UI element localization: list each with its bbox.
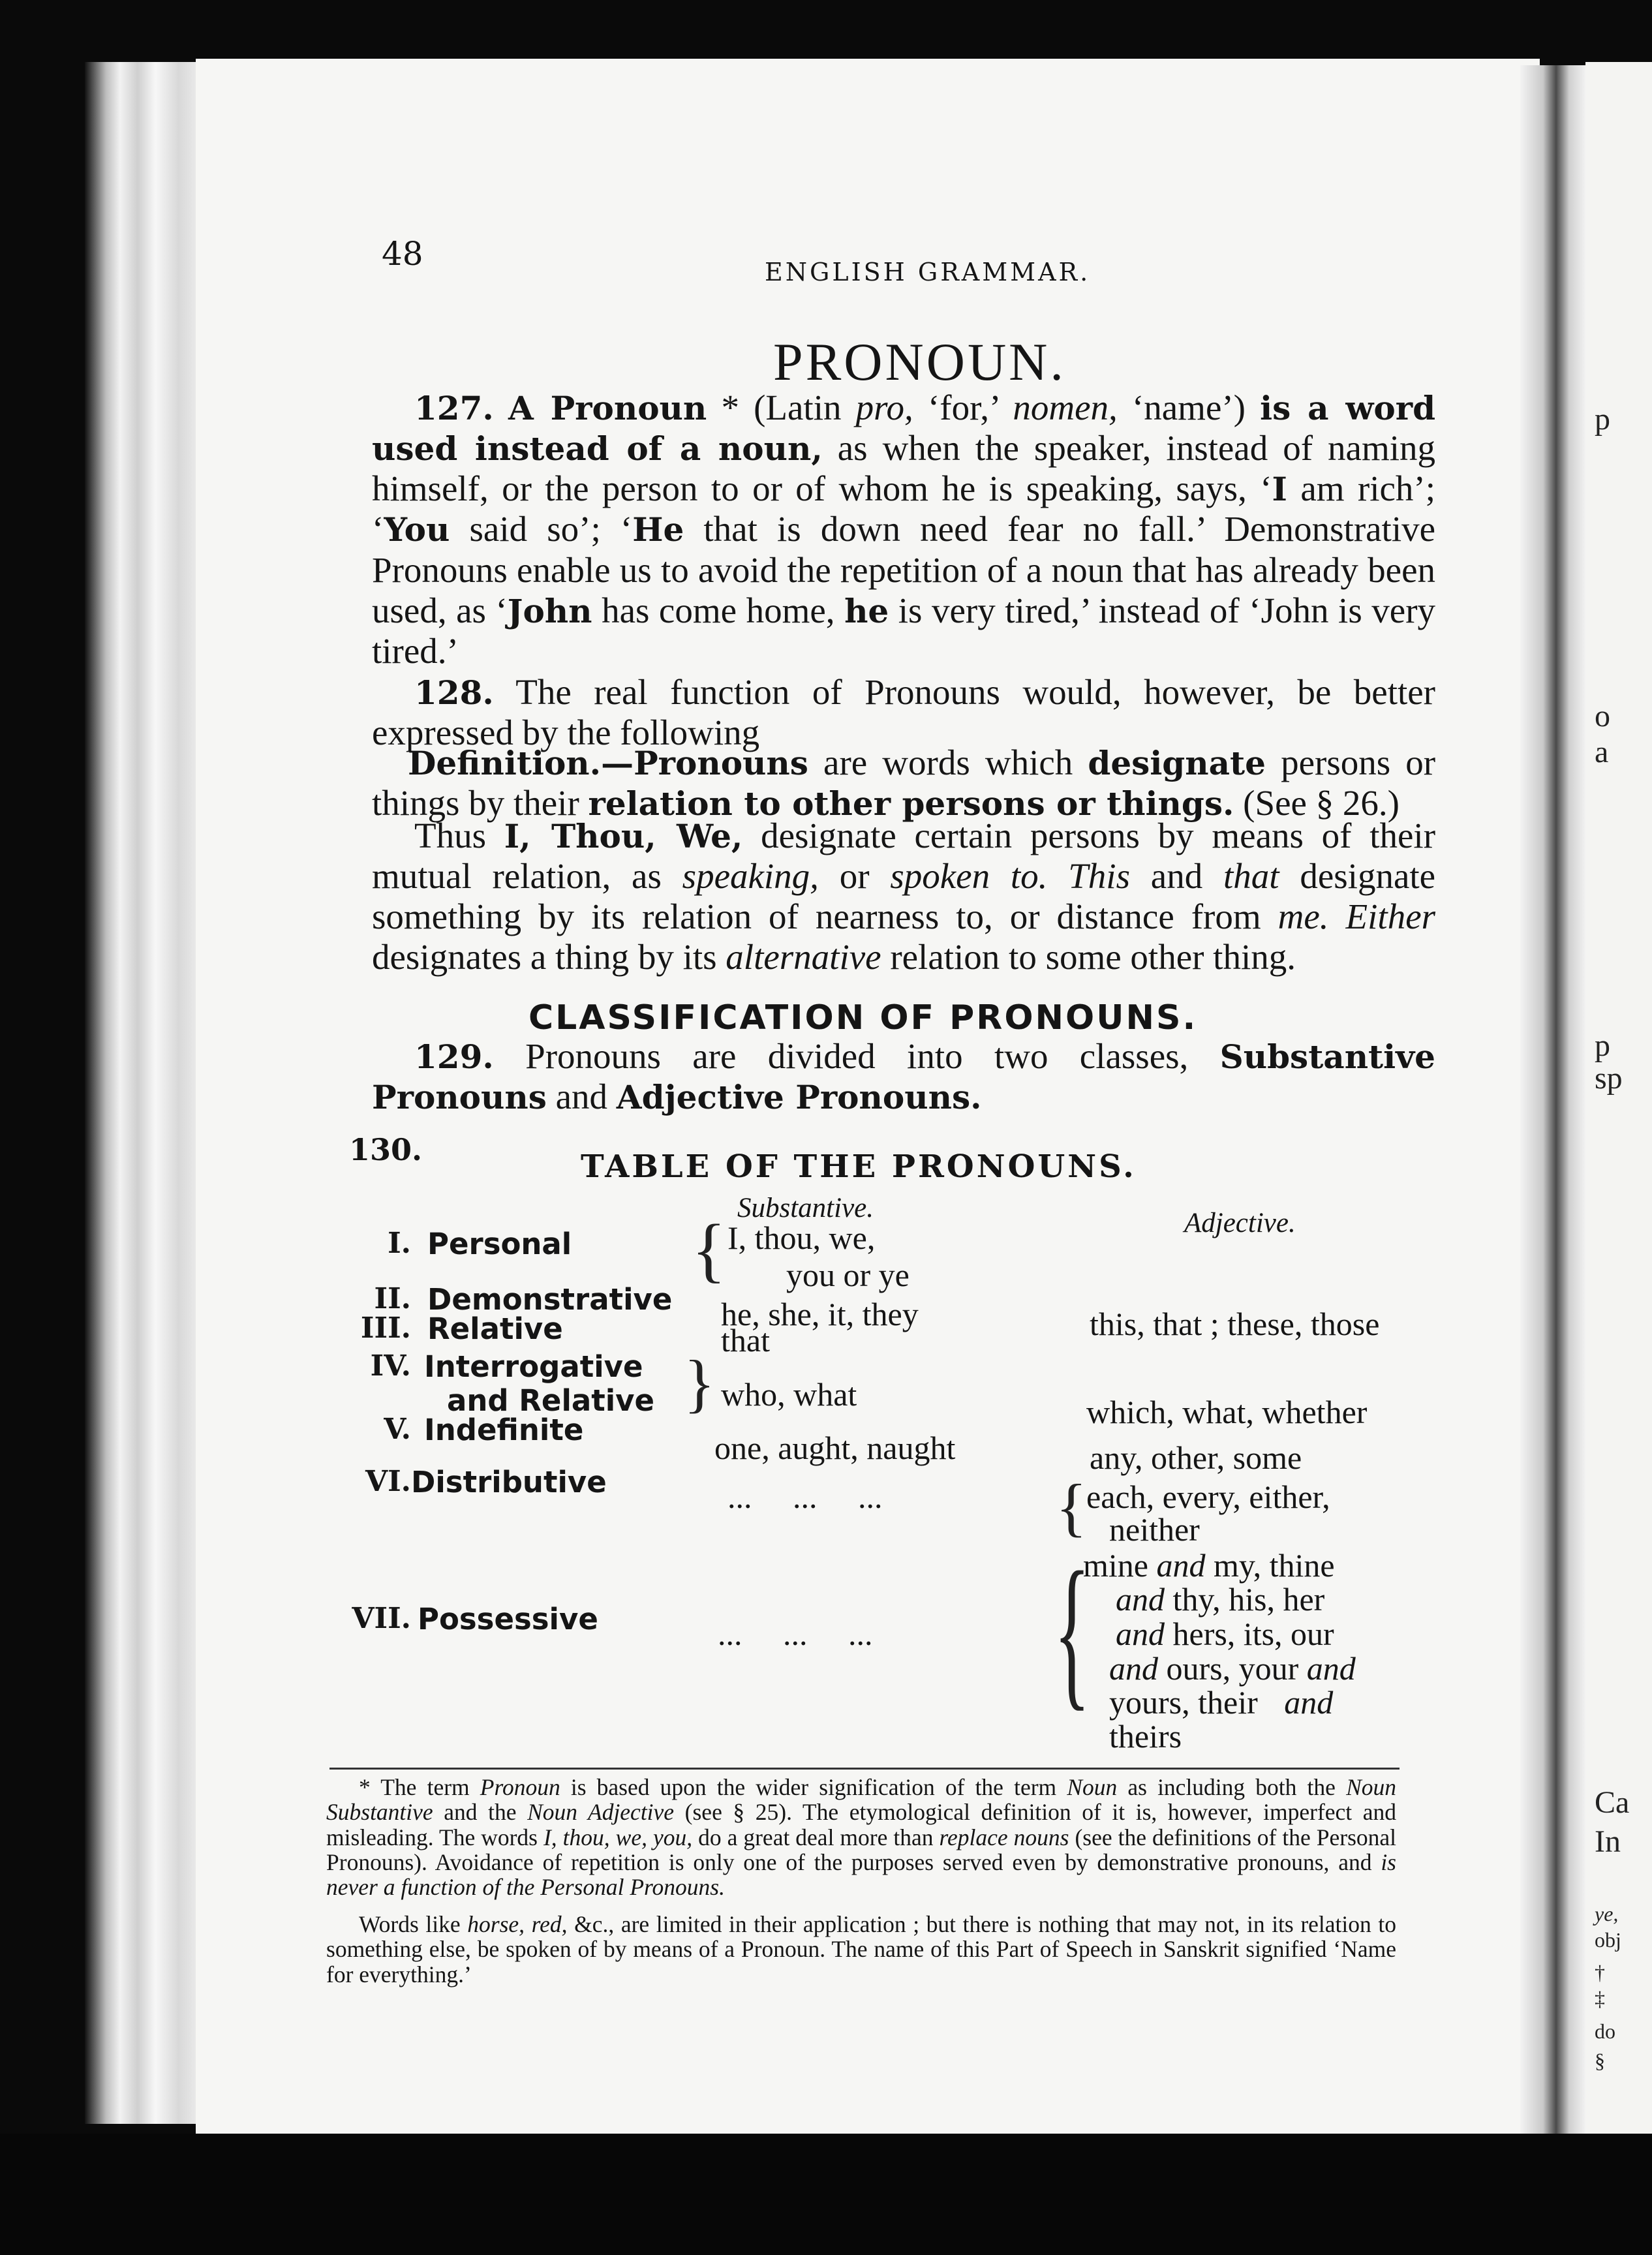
running-head: ENGLISH GRAMMAR. — [765, 258, 1091, 286]
text: is very tired,’ instead of ‘John is very tired.’ — [372, 590, 1436, 671]
key-phrase: Substantive Pronouns — [372, 1037, 1435, 1117]
row-label: Personal — [427, 1227, 572, 1261]
text: &c., are limited in their application ; but there is nothing that may not, in its relation to something else, be spoken of by means of a Pronoun. The name of this Part of Speech in Sanskrit signified ‘Name for everything.’ — [326, 1911, 1396, 1987]
row-number: III. — [360, 1312, 411, 1345]
latin-word: nomen, — [1013, 388, 1118, 427]
row-number: I. — [388, 1227, 411, 1260]
text: Thus — [414, 816, 486, 855]
text: that is down need fear no fall.’ Demonstrative Pronouns enable us to avoid the repetition of a noun that has already been used, as ‘ — [372, 509, 1436, 630]
substantive-placeholder: ... ... ... — [718, 1616, 873, 1652]
possessive-line — [1116, 1580, 1324, 1618]
key-phrase: Adjective Pronouns. — [616, 1078, 982, 1117]
paragraph-128 — [372, 672, 1435, 753]
term: A Pronoun — [508, 389, 707, 427]
substantive-value: he, she, it, they — [721, 1296, 919, 1332]
definition-phrase: is a word used instead of a noun, — [372, 389, 1436, 468]
possessive-line — [1083, 1546, 1335, 1584]
possessive-line — [1109, 1717, 1182, 1755]
text: as when the speaker, instead of naming himself, or the person to or of whom he is speaking, says, ‘ — [372, 428, 1436, 509]
text: are words which — [823, 743, 1073, 782]
text: as including both the — [1127, 1774, 1336, 1800]
adjacent-text: § — [1595, 2049, 1605, 2072]
adjacent-text: In — [1595, 1824, 1621, 1859]
definition-paragraph — [372, 743, 1435, 823]
text: do a great deal more than — [698, 1824, 934, 1850]
thus-paragraph — [372, 816, 1435, 978]
adjective-value: this, that ; these, those — [1090, 1306, 1380, 1342]
example-pronoun: You — [384, 510, 450, 549]
text: designate something by its relation of nearness to, or distance from — [372, 856, 1436, 937]
adjacent-page — [1585, 62, 1652, 2183]
text: and — [555, 1077, 608, 1117]
row-number: V. — [384, 1413, 411, 1446]
footnote — [326, 1912, 1396, 1987]
text: Pronouns are divided into two classes, — [525, 1036, 1189, 1076]
possessive-line — [1109, 1649, 1356, 1687]
text: designates a thing by its — [372, 937, 717, 977]
conjunction: and — [1116, 1616, 1165, 1652]
italic-word: replace nouns — [939, 1824, 1069, 1850]
row-label: Demonstrative — [427, 1282, 673, 1317]
text: designate certain persons by means of their mutual relation, as — [372, 816, 1436, 897]
italic-word: Noun Adjective — [527, 1799, 675, 1826]
italic-word: that — [1223, 856, 1279, 897]
text: (Latin — [754, 388, 842, 427]
italic-word: speaking, — [682, 856, 819, 897]
example-noun: John — [507, 591, 592, 630]
adjective-value: each, every, either, — [1086, 1479, 1330, 1515]
row-label: Relative — [427, 1312, 563, 1346]
footnote-mark: * — [721, 388, 739, 427]
row-label: Possessive — [418, 1602, 598, 1636]
substantive-value: one, aught, naught — [714, 1430, 956, 1466]
page-number: 48 — [382, 235, 423, 273]
example-pronoun: He — [632, 510, 684, 549]
text: The real function of Pronouns would, however, be better expressed by the following — [372, 672, 1435, 753]
row-label: Indefinite — [424, 1413, 584, 1447]
text: (see the definitions of the Personal Pronouns). Avoidance of repetition is only one of the purposes served even by demonstrative pronouns, and — [326, 1824, 1397, 1875]
text: persons or things by their — [372, 743, 1436, 823]
row-label: Distributive — [411, 1465, 607, 1499]
adjacent-text: sp — [1595, 1061, 1623, 1096]
adjacent-text: do — [1595, 2019, 1615, 2043]
text: has come home, — [602, 590, 835, 630]
adjacent-text: p — [1595, 402, 1610, 437]
text: * The term — [359, 1774, 470, 1800]
italic-word: Noun — [1067, 1774, 1118, 1800]
substantive-value: you or ye — [786, 1257, 910, 1293]
substantive-value: I, thou, we, — [727, 1220, 876, 1256]
italic-word: Either — [1345, 897, 1436, 937]
adjacent-text: † — [1595, 1961, 1605, 1984]
substantive-value: that — [721, 1322, 770, 1358]
scan-background — [0, 2134, 1652, 2255]
brace-icon: { — [1054, 1537, 1091, 1725]
text: is based upon the wider signification of the term — [570, 1774, 1057, 1800]
column-header-substantive: Substantive. — [737, 1193, 874, 1223]
possessive-word: theirs — [1109, 1718, 1182, 1755]
conjunction: and — [1306, 1650, 1356, 1687]
text: ‘name’) — [1131, 388, 1246, 427]
paragraph-129 — [372, 1036, 1435, 1117]
italic-word: alternative — [726, 937, 881, 977]
cross-reference: (See § 26.) — [1243, 783, 1400, 823]
italic-word: horse, red, — [467, 1911, 568, 1937]
possessive-line — [1116, 1615, 1334, 1653]
key-word: I, Thou, We, — [504, 817, 743, 855]
section-title: PRONOUN. — [773, 332, 1066, 391]
italic-phrase: is never a function of the Personal Pronouns. — [326, 1848, 1396, 1901]
text: and — [1150, 856, 1203, 897]
key-word: designate — [1088, 744, 1266, 782]
row-number: II. — [374, 1282, 411, 1315]
brace-icon: } — [684, 1347, 715, 1419]
definition-label: Definition.—Pronouns — [408, 744, 808, 782]
text: said so’; ‘ — [469, 509, 633, 549]
classification-heading: CLASSIFICATION OF PRONOUNS. — [528, 998, 1198, 1037]
example-pronoun: I — [1272, 470, 1287, 509]
text: relation to some other thing. — [890, 937, 1296, 977]
para-number: 129. — [414, 1037, 494, 1076]
row-number: IV. — [370, 1349, 411, 1383]
footnote-rule — [329, 1768, 1400, 1770]
adjacent-text: obj — [1595, 1928, 1621, 1952]
adjacent-text: Ca — [1595, 1785, 1630, 1820]
possessive-word: my, thine — [1213, 1547, 1335, 1584]
adjacent-text: ‡ — [1595, 1987, 1605, 2010]
possessive-word: hers, its, our — [1172, 1616, 1334, 1652]
example-pronoun: he — [844, 591, 889, 630]
brace-icon: { — [692, 1210, 726, 1289]
text: ‘for,’ — [927, 388, 999, 427]
brace-icon: { — [1056, 1471, 1087, 1543]
italic-word: Pronoun — [480, 1774, 560, 1800]
adjacent-text: p — [1595, 1028, 1610, 1063]
possessive-word: ours, your — [1166, 1650, 1299, 1687]
possessive-word: thy, his, her — [1172, 1581, 1325, 1618]
adjective-value: which, what, whether — [1086, 1394, 1368, 1430]
possessive-word: yours, their — [1109, 1684, 1258, 1721]
key-phrase: relation to other persons or things. — [588, 784, 1234, 823]
possessive-word: mine — [1083, 1547, 1148, 1584]
text: (see § 25). The etymological definition of it is, however, imperfect and misleading. The words — [326, 1799, 1397, 1850]
conjunction: and — [1156, 1547, 1206, 1584]
italic-word: me. — [1277, 897, 1329, 937]
adjacent-text: o — [1595, 699, 1610, 733]
italic-word: I, thou, we, you, — [543, 1824, 693, 1850]
row-label: and Relative — [447, 1383, 655, 1418]
substantive-value: who, what — [721, 1376, 857, 1413]
book-binding-edge — [85, 62, 202, 2124]
adjective-value: neither — [1109, 1511, 1200, 1548]
italic-word: Noun Substantive — [326, 1774, 1397, 1826]
italic-word: This — [1068, 856, 1130, 897]
book-gutter — [1520, 65, 1585, 2166]
para-number: 128. — [414, 673, 494, 712]
substantive-placeholder: ... ... ... — [727, 1479, 883, 1515]
para-number: 127. — [414, 389, 494, 427]
text: am rich’; ‘ — [372, 468, 1436, 549]
row-number: VII. — [352, 1602, 411, 1635]
latin-word: pro, — [855, 388, 913, 427]
paragraph-127 — [372, 388, 1435, 671]
text: Words like — [359, 1911, 461, 1937]
table-heading: TABLE OF THE PRONOUNS. — [581, 1148, 1137, 1185]
text: or — [839, 856, 870, 897]
text: and the — [444, 1799, 517, 1826]
adjective-value: any, other, some — [1090, 1439, 1302, 1476]
italic-word: spoken to. — [890, 856, 1048, 897]
conjunction: and — [1116, 1581, 1165, 1618]
column-header-adjective: Adjective. — [1184, 1208, 1296, 1238]
footnote — [326, 1775, 1396, 1900]
row-label: Interrogative — [424, 1349, 643, 1384]
conjunction: and — [1284, 1684, 1334, 1721]
row-number: VI. — [365, 1465, 411, 1498]
possessive-line — [1109, 1683, 1333, 1721]
conjunction: and — [1109, 1650, 1158, 1687]
para-number: 130. — [349, 1132, 423, 1167]
adjacent-text: ye, — [1595, 1902, 1619, 1925]
adjacent-text: a — [1595, 735, 1609, 769]
